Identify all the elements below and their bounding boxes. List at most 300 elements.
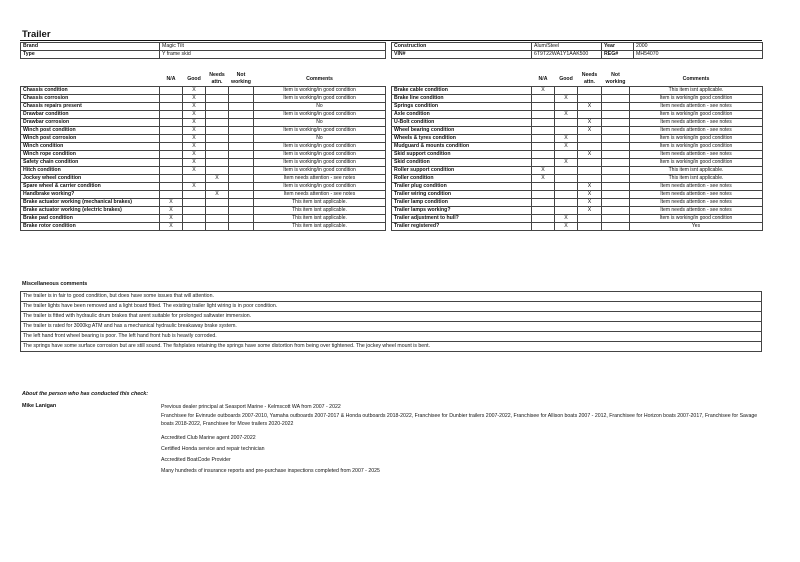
- good-mark: X: [555, 95, 578, 103]
- needs-attn-mark: [206, 167, 229, 175]
- construction-label: Construction: [392, 43, 532, 51]
- na-mark: [532, 159, 555, 167]
- not-working-mark: [229, 135, 254, 143]
- checklist-item-label: Trailer plug condition: [392, 183, 532, 191]
- checklist-row: [392, 175, 763, 183]
- comment-cell: Item is working/in good condition: [254, 95, 386, 103]
- needs-attn-mark: [206, 127, 229, 135]
- na-mark: [160, 135, 183, 143]
- comment-cell: No: [254, 135, 386, 143]
- credential-line: Franchisee for Evinrude outboards 2007-2010, Yamaha outboards 2007-2017 & Honda outboards 2018-2022, Franchisee for Dunbier trailers 2007-2022, Franchisee for Allison boats 2007 - 2012, Franchisee for Horizon boats 2007-2017, Franchisee for Savage boats 2018-2022, Franchisee for Move trailers 2020-2022: [161, 413, 758, 427]
- good-mark: [555, 175, 578, 183]
- checklist-row: [21, 127, 386, 135]
- comment-cell: Item needs attention - see notes: [630, 191, 763, 199]
- checklist-row: [21, 95, 386, 103]
- comment-cell: Item needs attention - see notes: [630, 103, 763, 111]
- comment-cell: Item needs attention - see notes: [630, 207, 763, 215]
- good-mark: X: [555, 111, 578, 119]
- checklist-item-label: Brake pad condition: [21, 215, 160, 223]
- good-mark: [183, 207, 206, 215]
- header-item-blank: [392, 72, 532, 87]
- checklist-row: [392, 159, 763, 167]
- not-working-mark: [229, 143, 254, 151]
- needs-attn-mark: [578, 87, 602, 95]
- checklist-row: [21, 159, 386, 167]
- good-mark: X: [183, 143, 206, 151]
- not-working-mark: [229, 199, 254, 207]
- checklist-row: [392, 191, 763, 199]
- na-mark: X: [160, 207, 183, 215]
- not-working-mark: [229, 191, 254, 199]
- comment-cell: Item is working/in good condition: [254, 127, 386, 135]
- na-mark: [160, 183, 183, 191]
- needs-attn-mark: [578, 159, 602, 167]
- comment-cell: Item is working/in good condition: [630, 95, 763, 103]
- comment-cell: Item is working/in good condition: [254, 87, 386, 95]
- info-row-brand: [21, 43, 386, 51]
- info-table-left: [20, 42, 386, 59]
- checklist-row: [21, 135, 386, 143]
- na-mark: [532, 111, 555, 119]
- needs-attn-mark: [578, 111, 602, 119]
- needs-attn-mark: X: [578, 183, 602, 191]
- credential-line: Previous dealer principal at Seasport Marine - Kelmscott WA from 2007 - 2022: [161, 404, 341, 410]
- needs-attn-mark: X: [206, 175, 229, 183]
- info-row-type: [21, 51, 386, 59]
- not-working-mark: [229, 223, 254, 231]
- comment-cell: Item is working/in good condition: [630, 159, 763, 167]
- header-needs-attn: Needs attn.: [581, 72, 598, 85]
- page-title: Trailer: [22, 29, 51, 40]
- not-working-mark: [229, 127, 254, 135]
- info-row-vin: [392, 51, 763, 59]
- checklist-item-label: Brake actuator working (mechanical brakes): [21, 199, 160, 207]
- good-mark: X: [555, 223, 578, 231]
- needs-attn-mark: X: [578, 127, 602, 135]
- na-mark: [532, 119, 555, 127]
- header-comments: Comments: [306, 75, 333, 82]
- na-mark: [532, 135, 555, 143]
- checklist-header-right: [392, 72, 763, 87]
- not-working-mark: [229, 119, 254, 127]
- needs-attn-mark: [206, 135, 229, 143]
- na-mark: X: [160, 223, 183, 231]
- na-mark: [160, 167, 183, 175]
- good-mark: [183, 175, 206, 183]
- good-mark: X: [555, 135, 578, 143]
- needs-attn-mark: X: [578, 119, 602, 127]
- checklist-row: [392, 111, 763, 119]
- comment-cell: Item is working/in good condition: [254, 143, 386, 151]
- checklist-row: [21, 191, 386, 199]
- needs-attn-mark: [206, 119, 229, 127]
- checklist-row: [392, 199, 763, 207]
- comment-cell: This item isnt applicable.: [630, 87, 763, 95]
- comment-cell: Item is working/in good condition: [630, 215, 763, 223]
- not-working-mark: [229, 111, 254, 119]
- na-mark: [532, 199, 555, 207]
- credential-line: Accredited Club Marine agent 2007-2022: [161, 435, 256, 441]
- na-mark: [160, 175, 183, 183]
- not-working-mark: [602, 135, 630, 143]
- comment-cell: No: [254, 103, 386, 111]
- checklist-item-label: Safety chain condition: [21, 159, 160, 167]
- misc-comments-title: Miscellaneous comments: [22, 281, 88, 287]
- good-mark: X: [183, 127, 206, 135]
- checklist-item-label: Chassis repairs present: [21, 103, 160, 111]
- na-mark: [160, 191, 183, 199]
- checklist-item-label: Chassis condition: [21, 87, 160, 95]
- checklist-row: [392, 183, 763, 191]
- good-mark: [555, 87, 578, 95]
- misc-comment-line: The trailer lights have been removed and a light board fitted. The existing trailer light wiring is in poor condition.: [20, 302, 762, 312]
- not-working-mark: [602, 159, 630, 167]
- na-mark: [160, 151, 183, 159]
- not-working-mark: [602, 207, 630, 215]
- na-mark: [160, 87, 183, 95]
- comment-cell: Item needs attention - see notes: [630, 151, 763, 159]
- needs-attn-mark: [578, 223, 602, 231]
- checklist-row: [21, 111, 386, 119]
- good-mark: X: [183, 111, 206, 119]
- na-mark: [160, 159, 183, 167]
- checklist-item-label: Skid support condition: [392, 151, 532, 159]
- needs-attn-mark: X: [578, 207, 602, 215]
- good-mark: X: [183, 87, 206, 95]
- checklist-header-left: [21, 72, 386, 87]
- not-working-mark: [229, 183, 254, 191]
- needs-attn-mark: [206, 199, 229, 207]
- year-label: Year: [602, 43, 634, 51]
- needs-attn-mark: [206, 151, 229, 159]
- not-working-mark: [602, 103, 630, 111]
- checklist-item-label: Trailer registered?: [392, 223, 532, 231]
- checklist-item-label: Winch post corrosion: [21, 135, 160, 143]
- checklist-item-label: Roller condition: [392, 175, 532, 183]
- checklist-row: [392, 143, 763, 151]
- comment-cell: This item isnt applicable.: [630, 175, 763, 183]
- header-good: Good: [559, 75, 573, 82]
- not-working-mark: [602, 151, 630, 159]
- misc-comments-list: [20, 291, 762, 352]
- checklist-row: [392, 223, 763, 231]
- good-mark: [555, 167, 578, 175]
- not-working-mark: [229, 103, 254, 111]
- not-working-mark: [602, 191, 630, 199]
- good-mark: [555, 207, 578, 215]
- checklist-item-label: Axle condition: [392, 111, 532, 119]
- needs-attn-mark: [206, 111, 229, 119]
- header-needs-attn: Needs attn.: [209, 72, 225, 85]
- na-mark: [160, 127, 183, 135]
- brand-label: Brand: [21, 43, 160, 51]
- good-mark: [183, 215, 206, 223]
- header-item-blank: [21, 72, 160, 87]
- na-mark: [160, 111, 183, 119]
- needs-attn-mark: X: [578, 191, 602, 199]
- not-working-mark: [229, 207, 254, 215]
- na-mark: X: [532, 87, 555, 95]
- na-mark: X: [160, 215, 183, 223]
- checklist-row: [21, 183, 386, 191]
- needs-attn-mark: [578, 143, 602, 151]
- comment-cell: Item needs attention - see notes: [630, 183, 763, 191]
- comment-cell: Item is working/in good condition: [254, 167, 386, 175]
- checklist-row: [21, 215, 386, 223]
- comment-cell: Yes: [630, 223, 763, 231]
- checklist-row: [21, 167, 386, 175]
- checklist-item-label: Brake actuator working (electric brakes): [21, 207, 160, 215]
- misc-comment-line: The trailer is rated for 3000kg ATM and has a mechanical hydraulic breakaway brake system.: [20, 322, 762, 332]
- needs-attn-mark: [206, 143, 229, 151]
- checklist-row: [21, 103, 386, 111]
- na-mark: [532, 127, 555, 135]
- comment-cell: This item isnt applicable.: [254, 199, 386, 207]
- comment-cell: Item needs attention - see notes: [630, 119, 763, 127]
- not-working-mark: [602, 95, 630, 103]
- not-working-mark: [602, 127, 630, 135]
- good-mark: [183, 191, 206, 199]
- not-working-mark: [229, 167, 254, 175]
- not-working-mark: [602, 215, 630, 223]
- good-mark: [183, 199, 206, 207]
- good-mark: X: [183, 103, 206, 111]
- good-mark: X: [183, 159, 206, 167]
- not-working-mark: [602, 199, 630, 207]
- reg-label: REG#: [602, 51, 634, 59]
- needs-attn-mark: [206, 87, 229, 95]
- na-mark: [160, 103, 183, 111]
- not-working-mark: [602, 175, 630, 183]
- na-mark: [532, 151, 555, 159]
- checklist-item-label: U-Bolt condition: [392, 119, 532, 127]
- comment-cell: This item isnt applicable.: [254, 215, 386, 223]
- checklist-item-label: Spare wheel & carrier condition: [21, 183, 160, 191]
- good-mark: X: [183, 151, 206, 159]
- checklist-row: [392, 127, 763, 135]
- good-mark: [555, 191, 578, 199]
- needs-attn-mark: [206, 223, 229, 231]
- not-working-mark: [602, 87, 630, 95]
- checklist-item-label: Trailer adjustment to hull?: [392, 215, 532, 223]
- checklist-item-label: Brake cable condition: [392, 87, 532, 95]
- checklist-row: [21, 119, 386, 127]
- inspector-name: Mike Lanigan: [22, 403, 57, 409]
- checklist-item-label: Hitch condition: [21, 167, 160, 175]
- good-mark: [555, 199, 578, 207]
- comment-cell: Item needs attention - see notes: [254, 175, 386, 183]
- not-working-mark: [229, 175, 254, 183]
- na-mark: X: [532, 167, 555, 175]
- checklist-item-label: Brake rotor condition: [21, 223, 160, 231]
- good-mark: [183, 223, 206, 231]
- checklist-table-left: [20, 72, 386, 231]
- checklist-item-label: Trailer lamp condition: [392, 199, 532, 207]
- na-mark: [532, 207, 555, 215]
- checklist-row: [392, 167, 763, 175]
- checklist-item-label: Trailer wiring condition: [392, 191, 532, 199]
- not-working-mark: [229, 159, 254, 167]
- misc-comment-line: The trailer is fitted with hydraulic drum brakes that arent suitable for prolonged saltwater immersion.: [20, 312, 762, 322]
- year-value: 2000: [634, 43, 763, 51]
- na-mark: [160, 119, 183, 127]
- not-working-mark: [602, 183, 630, 191]
- header-comments: Comments: [682, 75, 710, 82]
- needs-attn-mark: [206, 159, 229, 167]
- not-working-mark: [229, 95, 254, 103]
- checklist-row: [21, 143, 386, 151]
- vin-value: 6T9T22WA1Y1AAK500: [532, 51, 602, 59]
- comment-cell: Item needs attention - see notes: [630, 199, 763, 207]
- checklist-item-label: Winch post condition: [21, 127, 160, 135]
- na-mark: X: [532, 175, 555, 183]
- info-table-right: [391, 42, 763, 59]
- not-working-mark: [229, 215, 254, 223]
- checklist-item-label: Wheel bearing condition: [392, 127, 532, 135]
- checklist-item-label: Jockey wheel condition: [21, 175, 160, 183]
- comment-cell: Item is working/in good condition: [254, 159, 386, 167]
- good-mark: X: [183, 167, 206, 175]
- checklist-row: [21, 207, 386, 215]
- comment-cell: Item is working/in good condition: [630, 135, 763, 143]
- not-working-mark: [602, 143, 630, 151]
- needs-attn-mark: [206, 215, 229, 223]
- checklist-row: [392, 87, 763, 95]
- not-working-mark: [602, 111, 630, 119]
- title-divider: [20, 40, 762, 41]
- checklist-row: [21, 151, 386, 159]
- needs-attn-mark: X: [206, 191, 229, 199]
- checklist-item-label: Winch condition: [21, 143, 160, 151]
- na-mark: [160, 95, 183, 103]
- checklist-row: [21, 87, 386, 95]
- header-na: N/A: [166, 75, 176, 82]
- comment-cell: This item isnt applicable.: [630, 167, 763, 175]
- good-mark: X: [555, 215, 578, 223]
- needs-attn-mark: X: [578, 199, 602, 207]
- needs-attn-mark: [578, 175, 602, 183]
- na-mark: [532, 95, 555, 103]
- comment-cell: This item isnt applicable.: [254, 207, 386, 215]
- checklist-row: [392, 103, 763, 111]
- checklist-item-label: Wheels & tyres condition: [392, 135, 532, 143]
- needs-attn-mark: X: [578, 151, 602, 159]
- credential-line: Accredited BoatCode Provider: [161, 457, 231, 463]
- misc-comment-line: The springs have some surface corrosion but are still sound. The fishplates retaining the springs have some distortion from being over tightened. The jockey wheel mount is bent.: [20, 342, 762, 352]
- checklist-row: [392, 215, 763, 223]
- credential-line: Certified Honda service and repair technician: [161, 446, 265, 452]
- comment-cell: Item needs attention - see notes: [254, 191, 386, 199]
- na-mark: [160, 143, 183, 151]
- header-good: Good: [187, 75, 201, 82]
- needs-attn-mark: [578, 95, 602, 103]
- needs-attn-mark: [206, 95, 229, 103]
- good-mark: [555, 119, 578, 127]
- checklist-item-label: Mudguard & mounts condition: [392, 143, 532, 151]
- checklist-row: [392, 95, 763, 103]
- na-mark: [532, 103, 555, 111]
- checklist-item-label: Skid condition: [392, 159, 532, 167]
- needs-attn-mark: [578, 215, 602, 223]
- info-row-construction: [392, 43, 763, 51]
- comment-cell: Item is working/in good condition: [254, 183, 386, 191]
- reg-value: MH54070: [634, 51, 763, 59]
- type-value: Y frame skid: [160, 51, 386, 59]
- comment-cell: This item isnt applicable.: [254, 223, 386, 231]
- good-mark: X: [183, 135, 206, 143]
- needs-attn-mark: [578, 135, 602, 143]
- needs-attn-mark: X: [578, 103, 602, 111]
- comment-cell: Item is working/in good condition: [630, 143, 763, 151]
- not-working-mark: [229, 151, 254, 159]
- checklist-item-label: Drawbar corrosion: [21, 119, 160, 127]
- checklist-row: [21, 199, 386, 207]
- checklist-item-label: Roller support condition: [392, 167, 532, 175]
- na-mark: [532, 183, 555, 191]
- checklist-row: [21, 175, 386, 183]
- checklist-row: [392, 119, 763, 127]
- checklist-row: [392, 135, 763, 143]
- not-working-mark: [602, 167, 630, 175]
- header-not-working: Not working: [231, 72, 251, 85]
- misc-comment-line: The trailer is in fair to good condition, but does have some issues that will attention.: [20, 291, 762, 302]
- na-mark: [532, 143, 555, 151]
- about-title: About the person who has conducted this check:: [22, 391, 149, 397]
- good-mark: X: [555, 143, 578, 151]
- checklist-item-label: Chassis corrosion: [21, 95, 160, 103]
- checklist-row: [392, 207, 763, 215]
- type-label: Type: [21, 51, 160, 59]
- needs-attn-mark: [206, 207, 229, 215]
- not-working-mark: [602, 223, 630, 231]
- not-working-mark: [602, 119, 630, 127]
- good-mark: [555, 151, 578, 159]
- good-mark: [555, 103, 578, 111]
- credential-line: Many hundreds of insurance reports and pre-purchase inspections completed from 2007 - 2025: [161, 468, 380, 474]
- comment-cell: No: [254, 119, 386, 127]
- needs-attn-mark: [578, 167, 602, 175]
- comment-cell: Item is working/in good condition: [630, 111, 763, 119]
- needs-attn-mark: [206, 103, 229, 111]
- na-mark: [532, 191, 555, 199]
- checklist-row: [392, 151, 763, 159]
- misc-comment-line: The left hand front wheel bearing is poor. The left hand front hub is heavily corroded.: [20, 332, 762, 342]
- brand-value: Magic Tilt: [160, 43, 386, 51]
- header-not-working: Not working: [605, 72, 626, 85]
- checklist-item-label: Handbrake working?: [21, 191, 160, 199]
- checklist-item-label: Trailer lamps working?: [392, 207, 532, 215]
- good-mark: X: [555, 159, 578, 167]
- good-mark: [555, 127, 578, 135]
- checklist-row: [21, 223, 386, 231]
- comment-cell: Item is working/in good condition: [254, 151, 386, 159]
- na-mark: [532, 223, 555, 231]
- checklist-table-right: [391, 72, 763, 231]
- construction-value: Alum/Steel: [532, 43, 602, 51]
- checklist-item-label: Brake line condition: [392, 95, 532, 103]
- comment-cell: Item is working/in good condition: [254, 111, 386, 119]
- comment-cell: Item needs attention - see notes: [630, 127, 763, 135]
- good-mark: X: [183, 183, 206, 191]
- good-mark: X: [183, 119, 206, 127]
- na-mark: X: [160, 199, 183, 207]
- checklist-item-label: Springs condition: [392, 103, 532, 111]
- na-mark: [532, 215, 555, 223]
- checklist-item-label: Drawbar condition: [21, 111, 160, 119]
- good-mark: X: [183, 95, 206, 103]
- checklist-item-label: Winch rope condition: [21, 151, 160, 159]
- good-mark: [555, 183, 578, 191]
